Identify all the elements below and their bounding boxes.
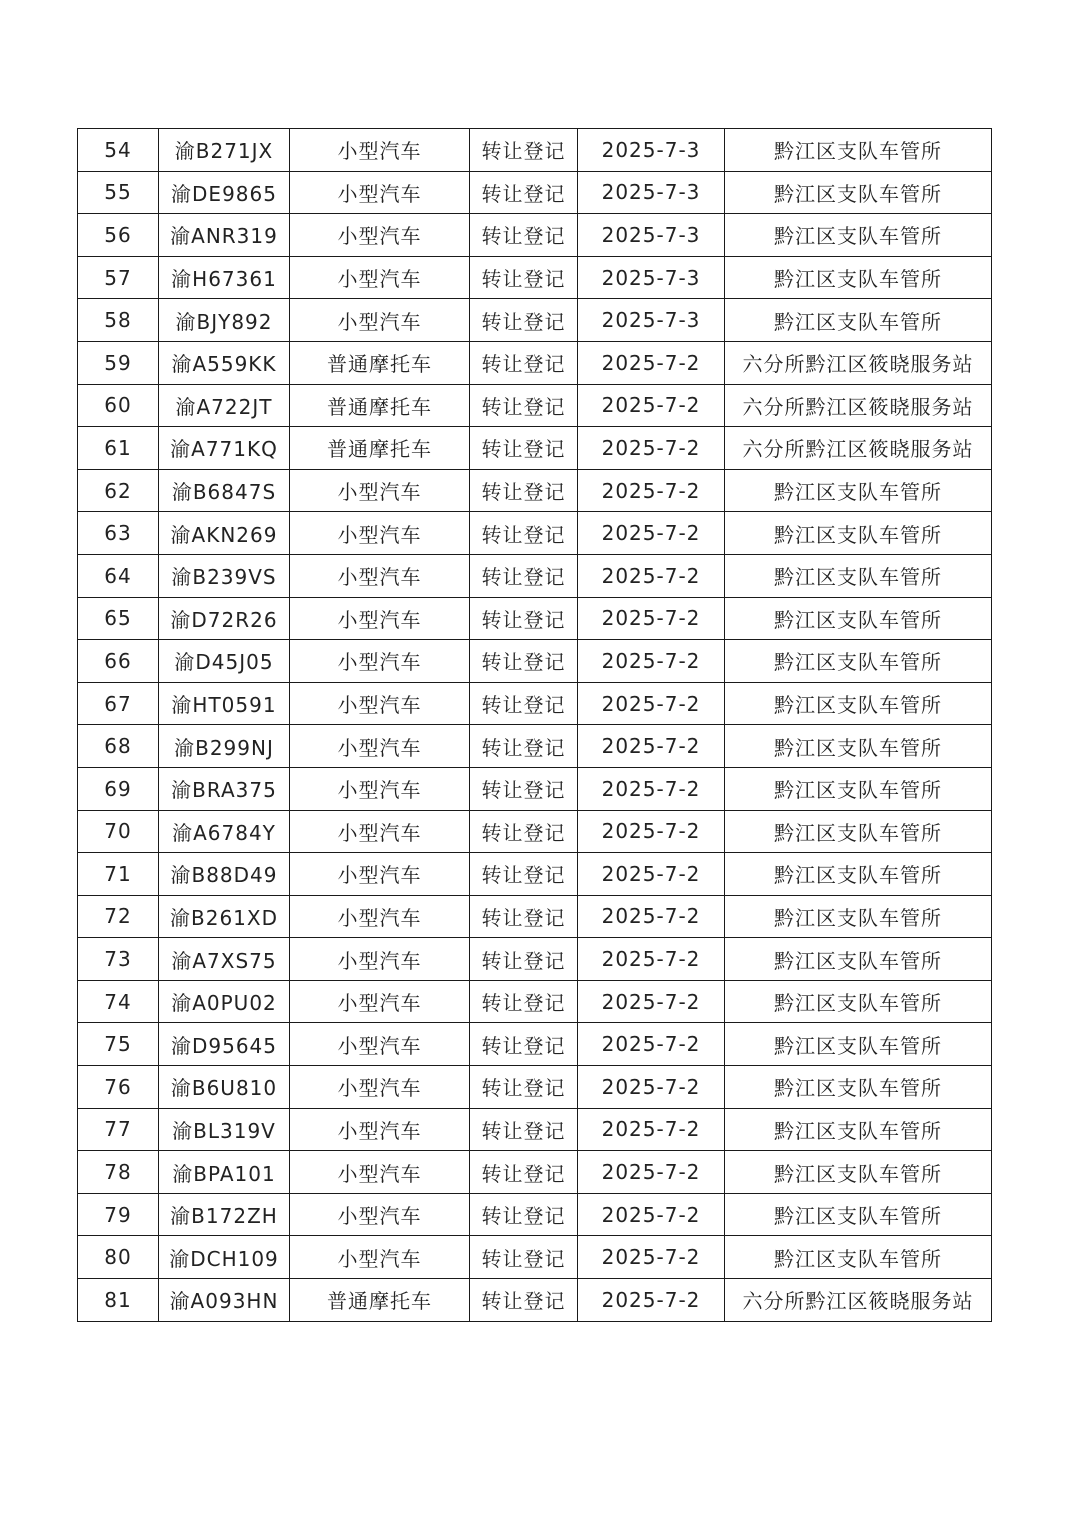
row-number-cell: 55 <box>78 171 159 214</box>
plate-number-cell: 渝DCH109 <box>159 1236 290 1279</box>
date-cell: 2025-7-2 <box>578 767 725 810</box>
row-number-cell: 56 <box>78 214 159 257</box>
plate-number-cell: 渝B6847S <box>159 469 290 512</box>
business-type-cell: 转让登记 <box>470 214 578 257</box>
business-type-cell: 转让登记 <box>470 1236 578 1279</box>
plate-number-cell: 渝B299NJ <box>159 725 290 768</box>
row-number-cell: 77 <box>78 1108 159 1151</box>
plate-number-cell: 渝BRA375 <box>159 767 290 810</box>
vehicle-type-cell: 小型汽车 <box>290 597 470 640</box>
business-type-cell: 转让登记 <box>470 853 578 896</box>
office-cell: 黔江区支队车管所 <box>725 640 992 683</box>
business-type-cell: 转让登记 <box>470 980 578 1023</box>
table-row <box>78 980 992 1023</box>
vehicle-type-cell: 小型汽车 <box>290 299 470 342</box>
vehicle-type-cell: 普通摩托车 <box>290 1279 470 1322</box>
business-type-cell: 转让登记 <box>470 469 578 512</box>
row-number-cell: 67 <box>78 682 159 725</box>
vehicle-type-cell: 小型汽车 <box>290 1193 470 1236</box>
business-type-cell: 转让登记 <box>470 256 578 299</box>
row-number-cell: 81 <box>78 1279 159 1322</box>
plate-number-cell: 渝BJY892 <box>159 299 290 342</box>
vehicle-type-cell: 小型汽车 <box>290 554 470 597</box>
office-cell: 黔江区支队车管所 <box>725 1066 992 1109</box>
row-number-cell: 78 <box>78 1151 159 1194</box>
table-body <box>78 129 992 1322</box>
plate-number-cell: 渝D45J05 <box>159 640 290 683</box>
row-number-cell: 73 <box>78 938 159 981</box>
date-cell: 2025-7-2 <box>578 384 725 427</box>
table-row <box>78 1108 992 1151</box>
date-cell: 2025-7-3 <box>578 171 725 214</box>
business-type-cell: 转让登记 <box>470 384 578 427</box>
date-cell: 2025-7-2 <box>578 725 725 768</box>
row-number-cell: 61 <box>78 427 159 470</box>
table-row <box>78 469 992 512</box>
table-row <box>78 129 992 172</box>
date-cell: 2025-7-2 <box>578 640 725 683</box>
office-cell: 黔江区支队车管所 <box>725 214 992 257</box>
office-cell: 黔江区支队车管所 <box>725 810 992 853</box>
business-type-cell: 转让登记 <box>470 1108 578 1151</box>
date-cell: 2025-7-2 <box>578 341 725 384</box>
vehicle-type-cell: 小型汽车 <box>290 810 470 853</box>
date-cell: 2025-7-3 <box>578 256 725 299</box>
plate-number-cell: 渝ANR319 <box>159 214 290 257</box>
table-row <box>78 597 992 640</box>
plate-number-cell: 渝DE9865 <box>159 171 290 214</box>
date-cell: 2025-7-2 <box>578 895 725 938</box>
date-cell: 2025-7-3 <box>578 214 725 257</box>
date-cell: 2025-7-2 <box>578 469 725 512</box>
row-number-cell: 70 <box>78 810 159 853</box>
vehicle-type-cell: 小型汽车 <box>290 1023 470 1066</box>
row-number-cell: 60 <box>78 384 159 427</box>
plate-number-cell: 渝B261XD <box>159 895 290 938</box>
table-row <box>78 767 992 810</box>
table-row <box>78 1236 992 1279</box>
vehicle-type-cell: 小型汽车 <box>290 469 470 512</box>
business-type-cell: 转让登记 <box>470 512 578 555</box>
plate-number-cell: 渝B172ZH <box>159 1193 290 1236</box>
office-cell: 黔江区支队车管所 <box>725 171 992 214</box>
date-cell: 2025-7-2 <box>578 427 725 470</box>
vehicle-type-cell: 小型汽车 <box>290 853 470 896</box>
plate-number-cell: 渝A0PU02 <box>159 980 290 1023</box>
plate-number-cell: 渝BL319V <box>159 1108 290 1151</box>
date-cell: 2025-7-2 <box>578 1236 725 1279</box>
plate-number-cell: 渝B271JX <box>159 129 290 172</box>
plate-number-cell: 渝A722JT <box>159 384 290 427</box>
date-cell: 2025-7-2 <box>578 810 725 853</box>
date-cell: 2025-7-2 <box>578 1151 725 1194</box>
row-number-cell: 71 <box>78 853 159 896</box>
business-type-cell: 转让登记 <box>470 682 578 725</box>
vehicle-type-cell: 小型汽车 <box>290 767 470 810</box>
table-row <box>78 895 992 938</box>
vehicle-type-cell: 小型汽车 <box>290 171 470 214</box>
plate-number-cell: 渝BPA101 <box>159 1151 290 1194</box>
vehicle-type-cell: 小型汽车 <box>290 980 470 1023</box>
plate-number-cell: 渝A559KK <box>159 341 290 384</box>
office-cell: 黔江区支队车管所 <box>725 554 992 597</box>
date-cell: 2025-7-2 <box>578 1066 725 1109</box>
office-cell: 黔江区支队车管所 <box>725 895 992 938</box>
vehicle-type-cell: 小型汽车 <box>290 512 470 555</box>
office-cell: 黔江区支队车管所 <box>725 1236 992 1279</box>
plate-number-cell: 渝D95645 <box>159 1023 290 1066</box>
plate-number-cell: 渝A6784Y <box>159 810 290 853</box>
vehicle-type-cell: 小型汽车 <box>290 895 470 938</box>
business-type-cell: 转让登记 <box>470 171 578 214</box>
table-row <box>78 1066 992 1109</box>
office-cell: 黔江区支队车管所 <box>725 767 992 810</box>
office-cell: 六分所黔江区筱晓服务站 <box>725 1279 992 1322</box>
plate-number-cell: 渝B6U810 <box>159 1066 290 1109</box>
office-cell: 六分所黔江区筱晓服务站 <box>725 384 992 427</box>
row-number-cell: 57 <box>78 256 159 299</box>
table-row <box>78 299 992 342</box>
office-cell: 黔江区支队车管所 <box>725 256 992 299</box>
business-type-cell: 转让登记 <box>470 938 578 981</box>
table-row <box>78 384 992 427</box>
office-cell: 黔江区支队车管所 <box>725 853 992 896</box>
table-row <box>78 640 992 683</box>
table-row <box>78 853 992 896</box>
business-type-cell: 转让登记 <box>470 1023 578 1066</box>
plate-number-cell: 渝A771KQ <box>159 427 290 470</box>
vehicle-type-cell: 小型汽车 <box>290 129 470 172</box>
table-row <box>78 810 992 853</box>
row-number-cell: 75 <box>78 1023 159 1066</box>
table-row <box>78 554 992 597</box>
office-cell: 六分所黔江区筱晓服务站 <box>725 341 992 384</box>
office-cell: 黔江区支队车管所 <box>725 1023 992 1066</box>
office-cell: 黔江区支队车管所 <box>725 1108 992 1151</box>
vehicle-type-cell: 小型汽车 <box>290 725 470 768</box>
table-row <box>78 256 992 299</box>
date-cell: 2025-7-2 <box>578 1279 725 1322</box>
table-row <box>78 1023 992 1066</box>
date-cell: 2025-7-3 <box>578 129 725 172</box>
date-cell: 2025-7-2 <box>578 938 725 981</box>
vehicle-type-cell: 小型汽车 <box>290 256 470 299</box>
row-number-cell: 62 <box>78 469 159 512</box>
row-number-cell: 66 <box>78 640 159 683</box>
plate-number-cell: 渝B88D49 <box>159 853 290 896</box>
office-cell: 黔江区支队车管所 <box>725 725 992 768</box>
office-cell: 黔江区支队车管所 <box>725 1151 992 1194</box>
business-type-cell: 转让登记 <box>470 1279 578 1322</box>
office-cell: 黔江区支队车管所 <box>725 129 992 172</box>
office-cell: 黔江区支队车管所 <box>725 469 992 512</box>
plate-number-cell: 渝A093HN <box>159 1279 290 1322</box>
table-row <box>78 427 992 470</box>
plate-number-cell: 渝H67361 <box>159 256 290 299</box>
office-cell: 黔江区支队车管所 <box>725 299 992 342</box>
office-cell: 黔江区支队车管所 <box>725 938 992 981</box>
table-row <box>78 938 992 981</box>
office-cell: 黔江区支队车管所 <box>725 1193 992 1236</box>
table-row <box>78 682 992 725</box>
table-row <box>78 512 992 555</box>
date-cell: 2025-7-2 <box>578 512 725 555</box>
vehicle-type-cell: 普通摩托车 <box>290 384 470 427</box>
row-number-cell: 69 <box>78 767 159 810</box>
table-row <box>78 171 992 214</box>
business-type-cell: 转让登记 <box>470 129 578 172</box>
row-number-cell: 54 <box>78 129 159 172</box>
table-row <box>78 341 992 384</box>
table-row <box>78 1151 992 1194</box>
row-number-cell: 74 <box>78 980 159 1023</box>
row-number-cell: 76 <box>78 1066 159 1109</box>
office-cell: 黔江区支队车管所 <box>725 682 992 725</box>
business-type-cell: 转让登记 <box>470 640 578 683</box>
business-type-cell: 转让登记 <box>470 299 578 342</box>
office-cell: 黔江区支队车管所 <box>725 980 992 1023</box>
table-row <box>78 1193 992 1236</box>
row-number-cell: 65 <box>78 597 159 640</box>
date-cell: 2025-7-2 <box>578 597 725 640</box>
plate-number-cell: 渝AKN269 <box>159 512 290 555</box>
vehicle-type-cell: 小型汽车 <box>290 682 470 725</box>
plate-number-cell: 渝D72R26 <box>159 597 290 640</box>
plate-number-cell: 渝HT0591 <box>159 682 290 725</box>
date-cell: 2025-7-2 <box>578 980 725 1023</box>
business-type-cell: 转让登记 <box>470 597 578 640</box>
plate-number-cell: 渝B239VS <box>159 554 290 597</box>
table-row <box>78 1279 992 1322</box>
plate-number-cell: 渝A7XS75 <box>159 938 290 981</box>
office-cell: 黔江区支队车管所 <box>725 597 992 640</box>
date-cell: 2025-7-2 <box>578 554 725 597</box>
business-type-cell: 转让登记 <box>470 1151 578 1194</box>
business-type-cell: 转让登记 <box>470 725 578 768</box>
vehicle-type-cell: 小型汽车 <box>290 1151 470 1194</box>
business-type-cell: 转让登记 <box>470 341 578 384</box>
row-number-cell: 79 <box>78 1193 159 1236</box>
business-type-cell: 转让登记 <box>470 810 578 853</box>
date-cell: 2025-7-2 <box>578 682 725 725</box>
date-cell: 2025-7-2 <box>578 1108 725 1151</box>
date-cell: 2025-7-2 <box>578 1193 725 1236</box>
row-number-cell: 58 <box>78 299 159 342</box>
office-cell: 六分所黔江区筱晓服务站 <box>725 427 992 470</box>
row-number-cell: 68 <box>78 725 159 768</box>
row-number-cell: 64 <box>78 554 159 597</box>
business-type-cell: 转让登记 <box>470 554 578 597</box>
vehicle-type-cell: 小型汽车 <box>290 640 470 683</box>
vehicle-type-cell: 普通摩托车 <box>290 341 470 384</box>
vehicle-type-cell: 普通摩托车 <box>290 427 470 470</box>
business-type-cell: 转让登记 <box>470 1066 578 1109</box>
business-type-cell: 转让登记 <box>470 767 578 810</box>
business-type-cell: 转让登记 <box>470 895 578 938</box>
business-type-cell: 转让登记 <box>470 427 578 470</box>
vehicle-type-cell: 小型汽车 <box>290 938 470 981</box>
row-number-cell: 80 <box>78 1236 159 1279</box>
vehicle-type-cell: 小型汽车 <box>290 1236 470 1279</box>
row-number-cell: 72 <box>78 895 159 938</box>
vehicle-registration-table <box>77 128 992 1322</box>
date-cell: 2025-7-2 <box>578 853 725 896</box>
table-row <box>78 214 992 257</box>
date-cell: 2025-7-2 <box>578 1023 725 1066</box>
date-cell: 2025-7-3 <box>578 299 725 342</box>
row-number-cell: 63 <box>78 512 159 555</box>
vehicle-type-cell: 小型汽车 <box>290 1108 470 1151</box>
office-cell: 黔江区支队车管所 <box>725 512 992 555</box>
vehicle-type-cell: 小型汽车 <box>290 1066 470 1109</box>
vehicle-type-cell: 小型汽车 <box>290 214 470 257</box>
row-number-cell: 59 <box>78 341 159 384</box>
table-row <box>78 725 992 768</box>
business-type-cell: 转让登记 <box>470 1193 578 1236</box>
